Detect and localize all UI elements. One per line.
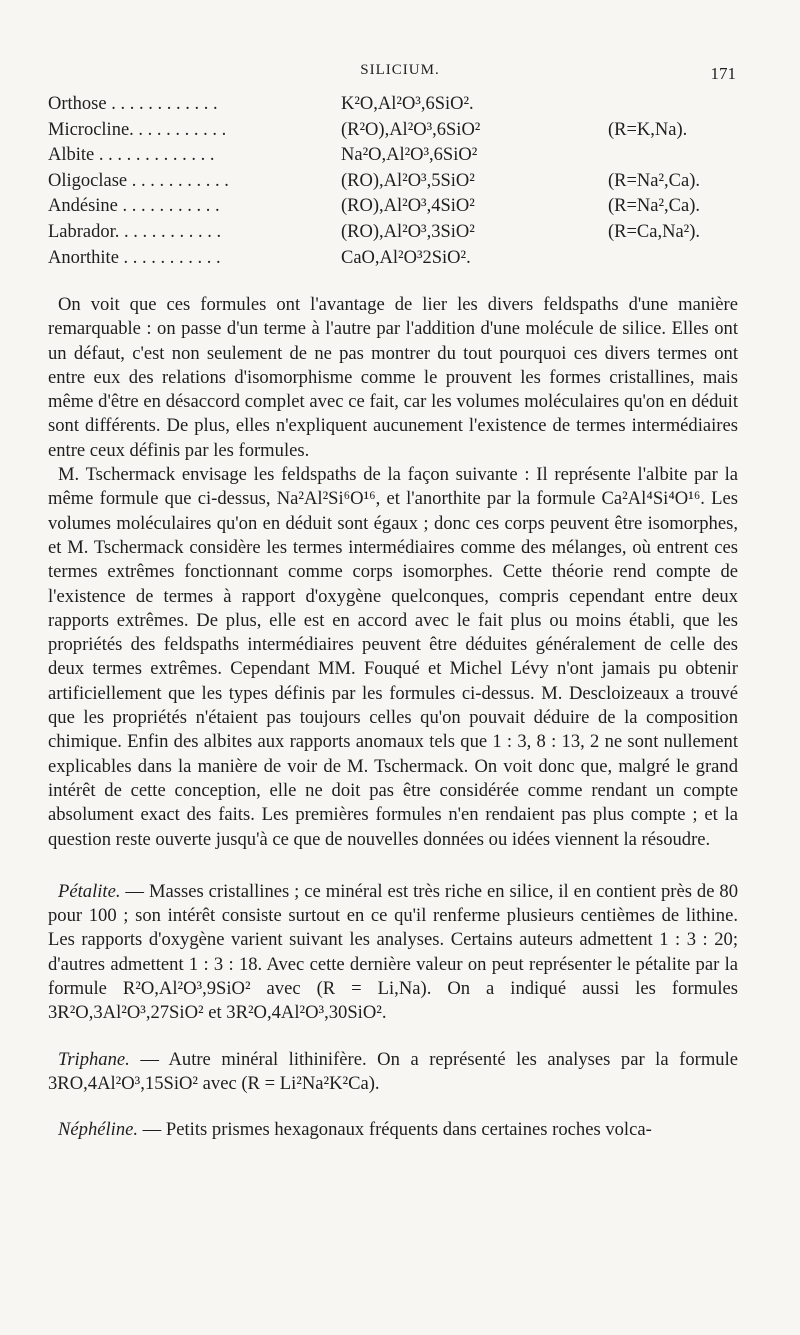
mineral-name: Andésine . . . . . . . . . . .	[48, 196, 220, 217]
chemical-formula: (RO),Al²O³,5SiO²	[341, 170, 475, 191]
chemical-formula: (RO),Al²O³,4SiO²	[341, 196, 475, 217]
substitution-note: (R=Ca,Na²).	[608, 221, 701, 242]
mineral-name: Labrador. . . . . . . . . . . .	[48, 221, 222, 242]
mineral-name: Oligoclase . . . . . . . . . . .	[48, 170, 229, 191]
formula-row	[48, 118, 748, 144]
paragraph-tschermack-theory: M. Tschermack envisage les feldspaths de la façon suivante : Il représente l'albite par la même formule que ci-dessus, Na²Al²Si⁶O¹⁶, et l'anorthite par la formule Ca²Al⁴Si⁴O¹⁶. Les volumes moléculaires qu'on en déduit sont égaux ; donc ces corps peuvent être isomorphes, et M. Tschermack considère les termes intermédiaires comme des mélanges, où entrent ces termes extrêmes fonctionnant comme corps isomorphes. Cette théorie rend compte de l'existence de termes à rapport d'oxygène quelconques, compris cependant entre deux rapports extrêmes. De plus, elle est en accord avec le fait plus ou moins établi, que les propriétés des feldspaths intermédiaires peuvent être déduites généralement de celle des deux termes extrêmes. Cependant MM. Fouqué et Michel Lévy n'ont jamais pu obtenir artificiellement que les types définis par les formules ci-dessus. M. Descloizeaux a trouvé que les propriétés n'étaient pas toujours celles qu'on pouvait déduire de la composition chimique. Enfin des albites aux rapports anomaux tels que 1 : 3, 8 : 13, 2 ne sont nullement explicables dans la manière de voir de M. Tschermack. On voit donc que, malgré le grand intérêt de cette conception, elle ne doit pas être considérée comme rendant un compte absolument exact des faits. Les premières formules n'en rendaient pas plus compte ; et la question reste ouverte jusqu'à ce que de nouvelles données ou idées viennent la résoudre.	[48, 464, 738, 850]
page-number: 171	[710, 64, 736, 83]
substitution-note: (R=Na²,Ca).	[608, 196, 701, 217]
paragraph-text: — Petits prismes hexagonaux fréquents dans certaines roches volca-	[138, 1119, 652, 1141]
mineral-name: Anorthite . . . . . . . . . . .	[48, 247, 221, 268]
paragraph-nepheline	[48, 1118, 738, 1142]
formula-row	[48, 169, 748, 195]
mineral-name: Albite . . . . . . . . . . . . .	[48, 145, 215, 166]
page-header	[0, 62, 800, 86]
substitution-note: (R=K,Na).	[608, 119, 688, 140]
mineral-term-triphane: Triphane.	[58, 1048, 130, 1070]
substitution-note: (R=Na²,Ca).	[608, 170, 701, 191]
chemical-formula: (R²O),Al²O³,6SiO²	[341, 119, 481, 140]
paragraph-formulas-critique: On voit que ces formules ont l'avantage de lier les divers feldspaths d'une manière remarquable : on passe d'un terme à l'autre par l'addition d'une molécule de silice. Elles ont un défaut, c'est non seulement de ne pas montrer du tout pourquoi ces divers termes ont entre eux des relations d'isomorphisme comme le prouvent les formes cristallines, mais même d'être en désaccord complet avec ce fait, car les volumes moléculaires qu'on en déduit sont différents. De plus, elles n'expliquent aucunement l'existence de termes intermédiaires entre ceux définis par les formules.	[48, 294, 738, 461]
chemical-formula: Na²O,Al²O³,6SiO²	[341, 145, 478, 166]
formula-row	[48, 92, 748, 118]
body-text	[48, 293, 738, 1143]
formula-row	[48, 143, 748, 169]
chemical-formula: K²O,Al²O³,6SiO².	[341, 94, 474, 114]
feldspar-formula-table	[48, 92, 748, 271]
chemical-formula: CaO,Al²O³2SiO².	[341, 247, 471, 268]
formula-row	[48, 220, 748, 246]
mineral-name: Microcline. . . . . . . . . . .	[48, 119, 227, 140]
paragraph-triphane	[48, 1048, 738, 1097]
chemical-formula: (RO),Al²O³,3SiO²	[341, 221, 475, 242]
paragraph-text: — Autre minéral lithinifère. On a représenté les analyses par la formule 3RO,4Al²O³,15SiO² avec (R = Li²Na²K²Ca).	[48, 1048, 738, 1094]
paragraph-petalite	[48, 880, 738, 1026]
mineral-term-nepheline: Néphéline.	[58, 1119, 139, 1141]
mineral-name: Orthose . . . . . . . . . . . .	[48, 94, 218, 114]
formula-row	[48, 246, 748, 272]
formula-row	[48, 194, 748, 220]
paragraph-text: — Masses cristallines ; ce minéral est très riche en silice, il en contient près de 80 pour 100 ; son intérêt consiste surtout en ce qu'il renferme plusieurs centièmes de lithine. Les rapports d'oxygène varient suivant les analyses. Certains auteurs admettent 1 : 3 : 20; d'autres admettent 1 : 3 : 18. Avec cette dernière valeur on peut représenter le pétalite par la formule R²O,Al²O³,9SiO² avec (R = Li,Na). On a indiqué aussi les formules 3R²O,3Al²O³,27SiO² et 3R²O,4Al²O³,30SiO².	[48, 880, 738, 1024]
mineral-term-petalite: Pétalite.	[58, 880, 121, 902]
running-head: SILICIUM.	[360, 62, 440, 78]
